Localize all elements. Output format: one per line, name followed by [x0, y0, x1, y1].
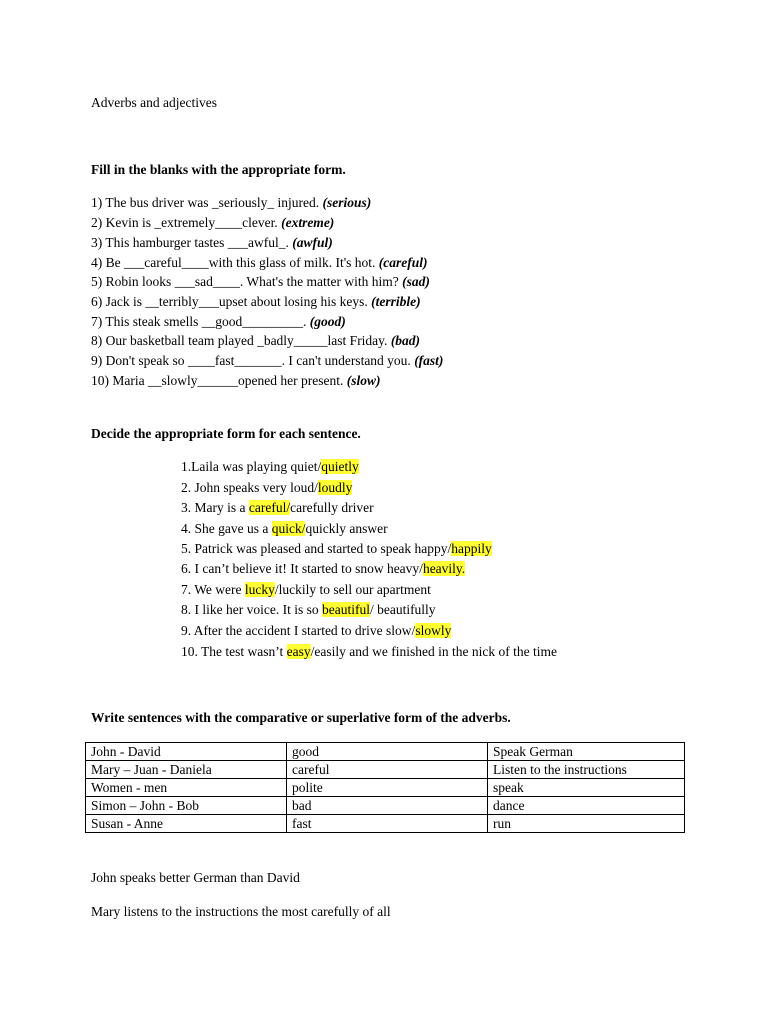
- table-row: [86, 761, 685, 779]
- highlighted-answer: happily: [451, 541, 492, 556]
- hint: (terrible): [371, 294, 421, 309]
- table-cell: Susan - Anne: [86, 815, 287, 833]
- list-item: 10) Maria __slowly______opened her present. (slow): [91, 373, 381, 388]
- list-item: 3) This hamburger tastes ___awful_. (awful): [91, 235, 333, 250]
- table-cell: careful: [287, 761, 488, 779]
- hint: (careful): [378, 255, 428, 270]
- highlighted-answer: quietly: [321, 459, 359, 474]
- list-item: 2. John speaks very loud/loudly: [181, 480, 353, 495]
- table-cell: run: [488, 815, 685, 833]
- list-item: 10. The test wasn’t easy/easily and we finished in the nick of the time: [181, 644, 557, 659]
- table-cell: fast: [287, 815, 488, 833]
- list-item: 2) Kevin is _extremely____clever. (extreme): [91, 215, 335, 230]
- table-cell: Women - men: [86, 779, 287, 797]
- list-item: 1.Laila was playing quiet/quietly: [181, 459, 359, 474]
- highlighted-answer: careful/: [248, 500, 291, 515]
- highlighted-answer: beautiful: [321, 602, 370, 617]
- list-item: 8. I like her voice. It is so beautiful/ beautifully: [181, 602, 436, 617]
- adverb-table: [85, 742, 685, 833]
- list-item: 5) Robin looks ___sad____. What's the matter with him? (sad): [91, 274, 430, 289]
- table-cell: bad: [287, 797, 488, 815]
- table-row: [86, 779, 685, 797]
- answer-sentence: Mary listens to the instructions the most carefully of all: [91, 904, 391, 919]
- list-item: 9) Don't speak so ____fast_______. I can't understand you. (fast): [91, 353, 444, 368]
- hint: (awful): [292, 235, 333, 250]
- section3-heading: Write sentences with the comparative or superlative form of the adverbs.: [91, 710, 511, 725]
- hint: (slow): [346, 373, 381, 388]
- table-cell: dance: [488, 797, 685, 815]
- answer-sentence: John speaks better German than David: [91, 870, 300, 885]
- section1-heading: Fill in the blanks with the appropriate form.: [91, 162, 346, 177]
- hint: (sad): [402, 274, 430, 289]
- hint: (extreme): [281, 215, 335, 230]
- list-item: 9. After the accident I started to drive slow/slowly: [181, 623, 452, 638]
- highlighted-answer: slowly: [415, 623, 452, 638]
- highlighted-answer: quick/: [271, 521, 306, 536]
- list-item: 7) This steak smells __good_________. (good): [91, 314, 346, 329]
- table-row: [86, 797, 685, 815]
- highlighted-answer: easy: [286, 644, 311, 659]
- hint: (serious): [322, 195, 372, 210]
- hint: (good): [309, 314, 346, 329]
- list-item: 8) Our basketball team played _badly_____last Friday. (bad): [91, 333, 421, 348]
- list-item: 5. Patrick was pleased and started to speak happy/happily: [181, 541, 492, 556]
- highlighted-answer: loudly: [317, 480, 353, 495]
- document-title: Adverbs and adjectives: [91, 95, 217, 110]
- section2-heading: Decide the appropriate form for each sentence.: [91, 426, 361, 441]
- table-row: [86, 815, 685, 833]
- hint: (fast): [414, 353, 444, 368]
- table-cell: Speak German: [488, 743, 685, 761]
- list-item: 7. We were lucky/luckily to sell our apartment: [181, 582, 431, 597]
- list-item: 6) Jack is __terribly___upset about losing his keys. (terrible): [91, 294, 421, 309]
- table-row: [86, 743, 685, 761]
- list-item: 6. I can’t believe it! It started to snow heavy/heavily.: [181, 561, 466, 576]
- list-item: 1) The bus driver was _seriously_ injured. (serious): [91, 195, 372, 210]
- list-item: 4) Be ___careful____with this glass of milk. It's hot. (careful): [91, 255, 428, 270]
- table-cell: Mary – Juan - Daniela: [86, 761, 287, 779]
- table-cell: Simon – John - Bob: [86, 797, 287, 815]
- highlighted-answer: lucky: [244, 582, 275, 597]
- hint: (bad): [390, 333, 421, 348]
- table-cell: polite: [287, 779, 488, 797]
- list-item: 4. She gave us a quick/quickly answer: [181, 521, 388, 536]
- table-cell: John - David: [86, 743, 287, 761]
- highlighted-answer: heavily.: [422, 561, 466, 576]
- table-cell: speak: [488, 779, 685, 797]
- list-item: 3. Mary is a careful/carefully driver: [181, 500, 374, 515]
- table-cell: good: [287, 743, 488, 761]
- table-cell: Listen to the instructions: [488, 761, 685, 779]
